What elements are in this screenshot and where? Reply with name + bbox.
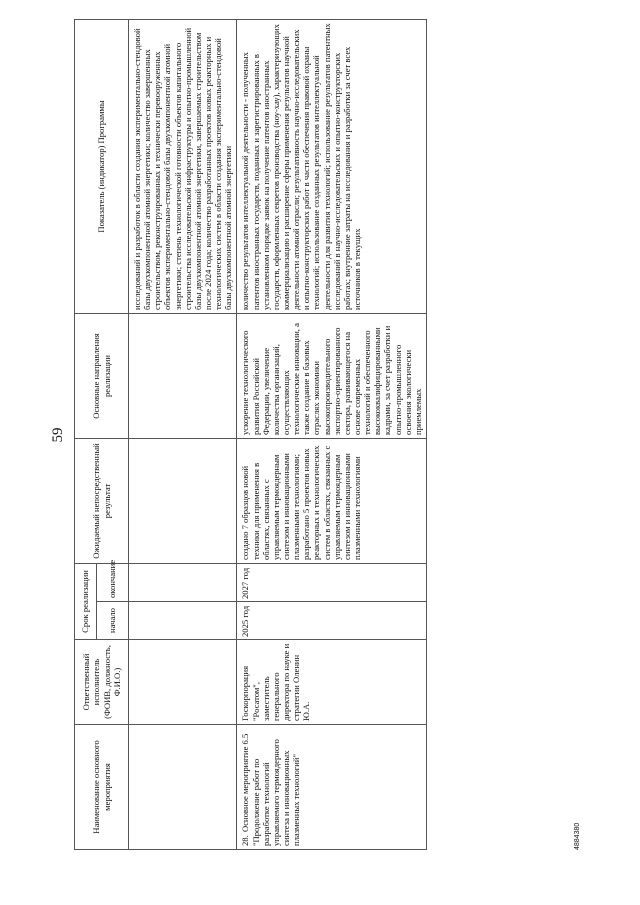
cell-responsible: Госкорпорация "Росатом", заместитель генерального директора по науке и стратегии Оленин Ю.А.	[237, 640, 427, 725]
page-number: 59	[50, 427, 66, 443]
table-row	[237, 20, 427, 850]
header-result: Ожидаемый непосредственный результат	[75, 439, 129, 564]
row-index: 28.	[240, 835, 251, 846]
row-name: Основное мероприятие 6.5 "Продолжение работ по разработке технологий управляемого термоядерного синтеза и инновационных плазменных технологий"	[240, 733, 302, 846]
cell-indicator: количество результатов интеллектуальной деятельности - полученных патентов иностранных государств, поданных и зарегистрированных в установленном порядке заявок на получение патентов иностранных государств, оформленных секретов производства (ноу-хау), характеризующих коммерциализацию и расширение сферы применения результатов научной деятельности атомной отрасли; результативность научно-исследовательских и опытно-конструкторских работ в части обеспечения правовой охраны технологий; использование созданных результатов интеллектуальной деятельности для развития технологий; использование результатов патентных исследований в научно-исследовательских и опытно-конструкторских работах; внутренние затраты на исследования и разработки за счет всех источников в текущих	[237, 20, 427, 314]
cell-result: создано 7 образцов новой техники для применения в областях, связанных с управляемым термоядерным синтезом и инновационными плазменными технологиями; разработано 5 проектов новых реакторных и технологических систем в областях, связанных с управляемым термоядерным синтезом и инновационными плазменными технологиями	[237, 439, 427, 564]
program-table	[74, 19, 427, 850]
header-end: окончание	[97, 564, 129, 602]
cell-start: 2025 год	[237, 602, 427, 640]
header-directions: Основные направления реализации	[75, 314, 129, 439]
header-period: Срок реализации	[75, 564, 97, 640]
cell-indicator-continued: исследований и разработок в области создания экспериментально-стендовой базы двухкомпонентной атомной энергетики; количество завершенных строительством, реконструированных и технически перевооруженных объектов экспериментально-стендовой базы двухкомпонентной атомной энергетики; степень технологической готовности объектов капитального строительства исследовательской инфраструктуры и опытно-промышленной базы двухкомпонентной атомной энергетики, завершаемых строительством после 2024 года; количество разработанных проектов новых реакторных и технологических систем в области создания экспериментально-стендовой базы двухкомпонентной атомной энергетики	[129, 20, 237, 314]
cell-end: 2027 год	[237, 564, 427, 602]
landscape-page	[50, 15, 590, 855]
document-code: 4884380	[574, 822, 581, 850]
cell-name	[237, 725, 427, 850]
table-header-row	[75, 20, 97, 850]
table-row-continuation	[129, 20, 237, 850]
cell-directions: ускорение технологического развития Российской Федерации, увеличение количества организаций, осуществляющих технологические инновации, а также создание в базовых отраслях экономики высокопроизводительного экспортно-ориентированного сектора, развивающегося на основе современных технологий и обеспеченного высококвалифицированными кадрами, за счет разработки и опытно-промышленного освоения экологически приемлемых	[237, 314, 427, 439]
header-responsible: Ответственный исполнитель (ФОИВ, должность, Ф.И.О.)	[75, 640, 129, 725]
header-indicator: Показатель (индикатор) Программы	[75, 20, 129, 314]
header-name: Наименование основного мероприятия	[75, 725, 129, 850]
header-start: начало	[97, 602, 129, 640]
